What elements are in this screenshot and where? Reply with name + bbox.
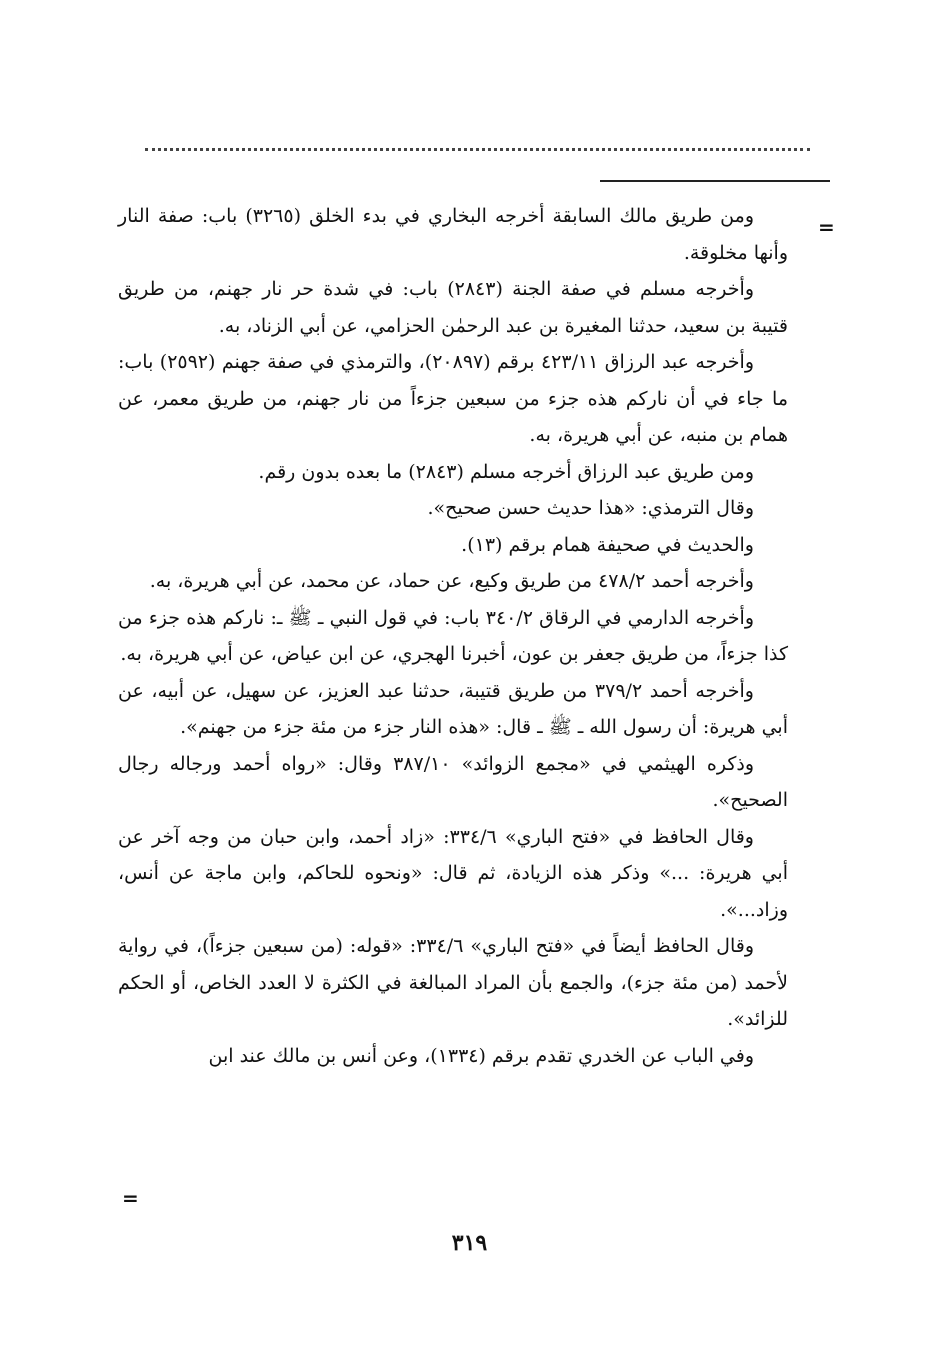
footnote-paragraph: وقال الحافظ أيضاً في «فتح الباري» ٣٣٤/٦: «قوله: (من سبعين جزءاً)، في رواية لأحمد (من مئة جزء)، والجمع بأن المراد المبالغة في الكثرة لا العدد الخاص، أو الحكم للزائد». <box>118 935 788 1030</box>
continuation-marker-bottom: = <box>122 1186 139 1210</box>
continuation-marker-top: = <box>818 215 835 239</box>
footnote-paragraph: وأخرجه أحمد ٤٧٨/٢ من طريق وكيع، عن حماد، عن محمد، عن أبي هريرة، به. <box>149 570 754 592</box>
footnote-paragraph: وأخرجه الدارمي في الرقاق ٣٤٠/٢ باب: في قول النبي ـ ﷺ ـ: ناركم هذه جزء من كذا جزءاً، من طريق جعفر بن عون، أخبرنا الهجري، عن ابن عياض، عن أبي هريرة، به. <box>118 606 788 665</box>
footnote-paragraph: وذكره الهيثمي في «مجمع الزوائد» ٣٨٧/١٠ وقال: «رواه أحمد ورجاله رجال الصحيح». <box>118 752 788 811</box>
page-number: ٣١٩ <box>451 1230 488 1256</box>
footnote-paragraph: ومن طريق عبد الرزاق أخرجه مسلم (٢٨٤٣) ما بعده بدون رقم. <box>258 460 754 483</box>
footnote-paragraph: وقال الحافظ في «فتح الباري» ٣٣٤/٦: «زاد أحمد، وابن حبان من وجه آخر عن أبي هريرة: ...» وذكر هذه الزيادة، ثم قال: «ونحوه للحاكم، وابن ماجة عن أنس، وزاد...». <box>118 825 788 921</box>
footnote-text <box>118 198 788 1074</box>
header-dotted-rule <box>145 148 810 151</box>
footnote-paragraph: وأخرجه مسلم في صفة الجنة (٢٨٤٣) باب: في شدة حر نار جهنم، من طريق قتيبة بن سعيد، حدثنا المغيرة بن عبد الرحمٰن الحزامي، عن أبي الزناد، به. <box>118 278 788 337</box>
footnote-paragraph: وأخرجه أحمد ٣٧٩/٢ من طريق قتيبة، حدثنا عبد العزيز، عن سهيل، عن أبيه، عن أبي هريرة: أن رسول الله ـ ﷺ ـ قال: «هذه النار جزء من مئة جزء من جهنم». <box>118 679 788 738</box>
footnote-paragraph: وفي الباب عن الخدري تقدم برقم (١٣٣٤)، وعن أنس بن مالك عند ابن <box>208 1044 754 1067</box>
footnote-paragraph: ومن طريق مالك السابقة أخرجه البخاري في بدء الخلق (٣٢٦٥) باب: صفة النار وأنها مخلوقة. <box>118 205 788 264</box>
footnote-paragraph: وأخرجه عبد الرزاق ٤٢٣/١١ برقم (٢٠٨٩٧)، والترمذي في صفة جهنم (٢٥٩٢) باب: ما جاء في أن ناركم هذه جزء من سبعين جزءاً من نار جهنم، من طريق معمر، عن همام بن منبه، عن أبي هريرة، به. <box>118 351 788 446</box>
footnote-paragraph: وقال الترمذي: «هذا حديث حسن صحيح». <box>427 497 754 519</box>
footnote-paragraph: والحديث في صحيفة همام برقم (١٣). <box>461 533 754 556</box>
footnote-separator-rule <box>600 180 830 182</box>
